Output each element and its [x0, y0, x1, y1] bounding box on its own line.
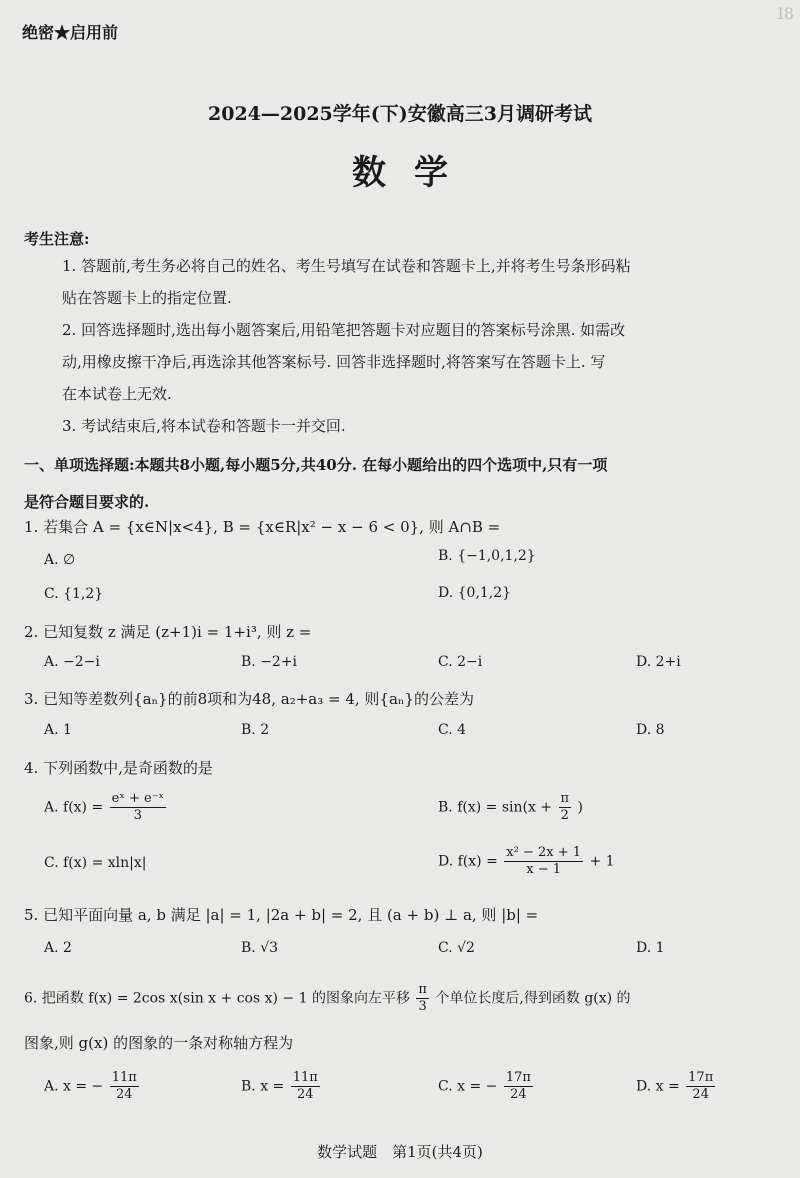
fraction: $\frac{11\pi}{24}$	[292, 1070, 318, 1102]
fraction: $\frac{17\pi}{24}$	[505, 1070, 531, 1102]
question-6-option-b: B. x = $\frac{11\pi}{24}$	[241, 1070, 318, 1102]
question-6-stem-cont: 图象,则 g(x) 的图象的一条对称轴方程为	[24, 1034, 294, 1052]
notice-item-3: 3. 考试结束后,将本试卷和答题卡一并交回.	[62, 417, 346, 435]
question-1-option-a: A. ∅	[44, 552, 76, 568]
question-3-option-d: D. 8	[636, 722, 665, 738]
question-2-option-d: D. 2+i	[636, 654, 681, 670]
question-6-option-d: D. x = $\frac{17\pi}{24}$	[636, 1070, 714, 1102]
fraction: $\frac{\pi}{2}$	[560, 791, 570, 823]
question-3-stem: 3. 已知等差数列{aₙ}的前8项和为48, a₂+a₃ = 4, 则{aₙ}的公差为	[24, 690, 474, 708]
question-5-option-c: C. √2	[438, 940, 475, 956]
question-5-option-b: B. √3	[241, 940, 279, 956]
page-corner-mark: I8	[777, 4, 794, 23]
question-3-option-b: B. 2	[241, 722, 270, 738]
fraction: $\frac{11\pi}{24}$	[111, 1070, 137, 1102]
question-1-option-c: C. {1,2}	[44, 586, 104, 602]
section-1-heading: 一、单项选择题:本题共8小题,每小题5分,共40分. 在每小题给出的四个选项中,只有一项 是符合题目要求的.	[24, 456, 608, 511]
question-3-option-c: C. 4	[438, 722, 467, 738]
question-6-option-a: A. x = − $\frac{11\pi}{24}$	[44, 1070, 137, 1102]
question-2-option-c: C. 2−i	[438, 654, 483, 670]
question-4-option-b: B. f(x) = sin(x + $\frac{\pi}{2}$ )	[438, 791, 583, 823]
question-1-option-d: D. {0,1,2}	[438, 585, 512, 601]
question-2-option-a: A. −2−i	[44, 654, 100, 670]
question-5-option-a: A. 2	[44, 940, 72, 956]
question-4-stem: 4. 下列函数中,是奇函数的是	[24, 759, 213, 777]
question-1-stem: 1. 若集合 A = {x∈N|x<4}, B = {x∈R|x² − x − 6 < 0}, 则 A∩B =	[24, 518, 501, 536]
question-2-stem: 2. 已知复数 z 满足 (z+1)i = 1+i³, 则 z =	[24, 623, 312, 641]
fraction: $\frac{\text{eˣ + e⁻ˣ}}{3}$	[111, 791, 165, 823]
notice-item-2: 2. 回答选择题时,选出每小题答案后,用铅笔把答题卡对应题目的答案标号涂黑. 如需改 动,用橡皮擦干净后,再选涂其他答案标号. 回答非选择题时,将答案写在答题卡上. 写 在本试卷上无效.	[62, 321, 626, 403]
question-6-option-c: C. x = − $\frac{17\pi}{24}$	[438, 1070, 531, 1102]
question-5-stem: 5. 已知平面向量 a, b 满足 |a| = 1, |2a + b| = 2, 且 (a + b) ⊥ a, 则 |b| =	[24, 906, 539, 924]
question-4-option-d: D. f(x) = $\frac{\text{x² − 2x + 1}}{x - 1}$ + 1	[438, 845, 615, 877]
question-1-option-b: B. {−1,0,1,2}	[438, 548, 536, 564]
confidential-label: 绝密★启用前	[22, 23, 119, 42]
notice-heading: 考生注意:	[24, 230, 90, 248]
notice-item-1: 1. 答题前,考生务必将自己的姓名、考生号填写在试卷和答题卡上,并将考生号条形码粘 贴在答题卡上的指定位置.	[62, 257, 631, 307]
fraction: $\frac{\text{x² − 2x + 1}}{x - 1}$	[506, 845, 581, 877]
question-5-option-d: D. 1	[636, 940, 665, 956]
subject-title: 数学	[352, 153, 476, 193]
question-4-option-a: A. f(x) = $\frac{\text{eˣ + e⁻ˣ}}{3}$	[44, 791, 165, 823]
question-3-option-a: A. 1	[44, 722, 72, 738]
question-4-option-c: C. f(x) = xln|x|	[44, 855, 147, 871]
page-footer: 数学试题 第1页(共4页)	[317, 1143, 483, 1161]
fraction: $\frac{17\pi}{24}$	[688, 1070, 714, 1102]
fraction: $\frac{\pi}{3}$	[418, 982, 427, 1014]
exam-title: 2024—2025学年(下)安徽高三3月调研考试	[208, 103, 592, 125]
question-6-stem: 6. 把函数 f(x) = 2cos x(sin x + cos x) − 1 的图象向左平移 $\frac{\pi}{3}$ 个单位长度后,得到函数 g(x) 的	[24, 982, 631, 1014]
question-2-option-b: B. −2+i	[241, 654, 298, 670]
